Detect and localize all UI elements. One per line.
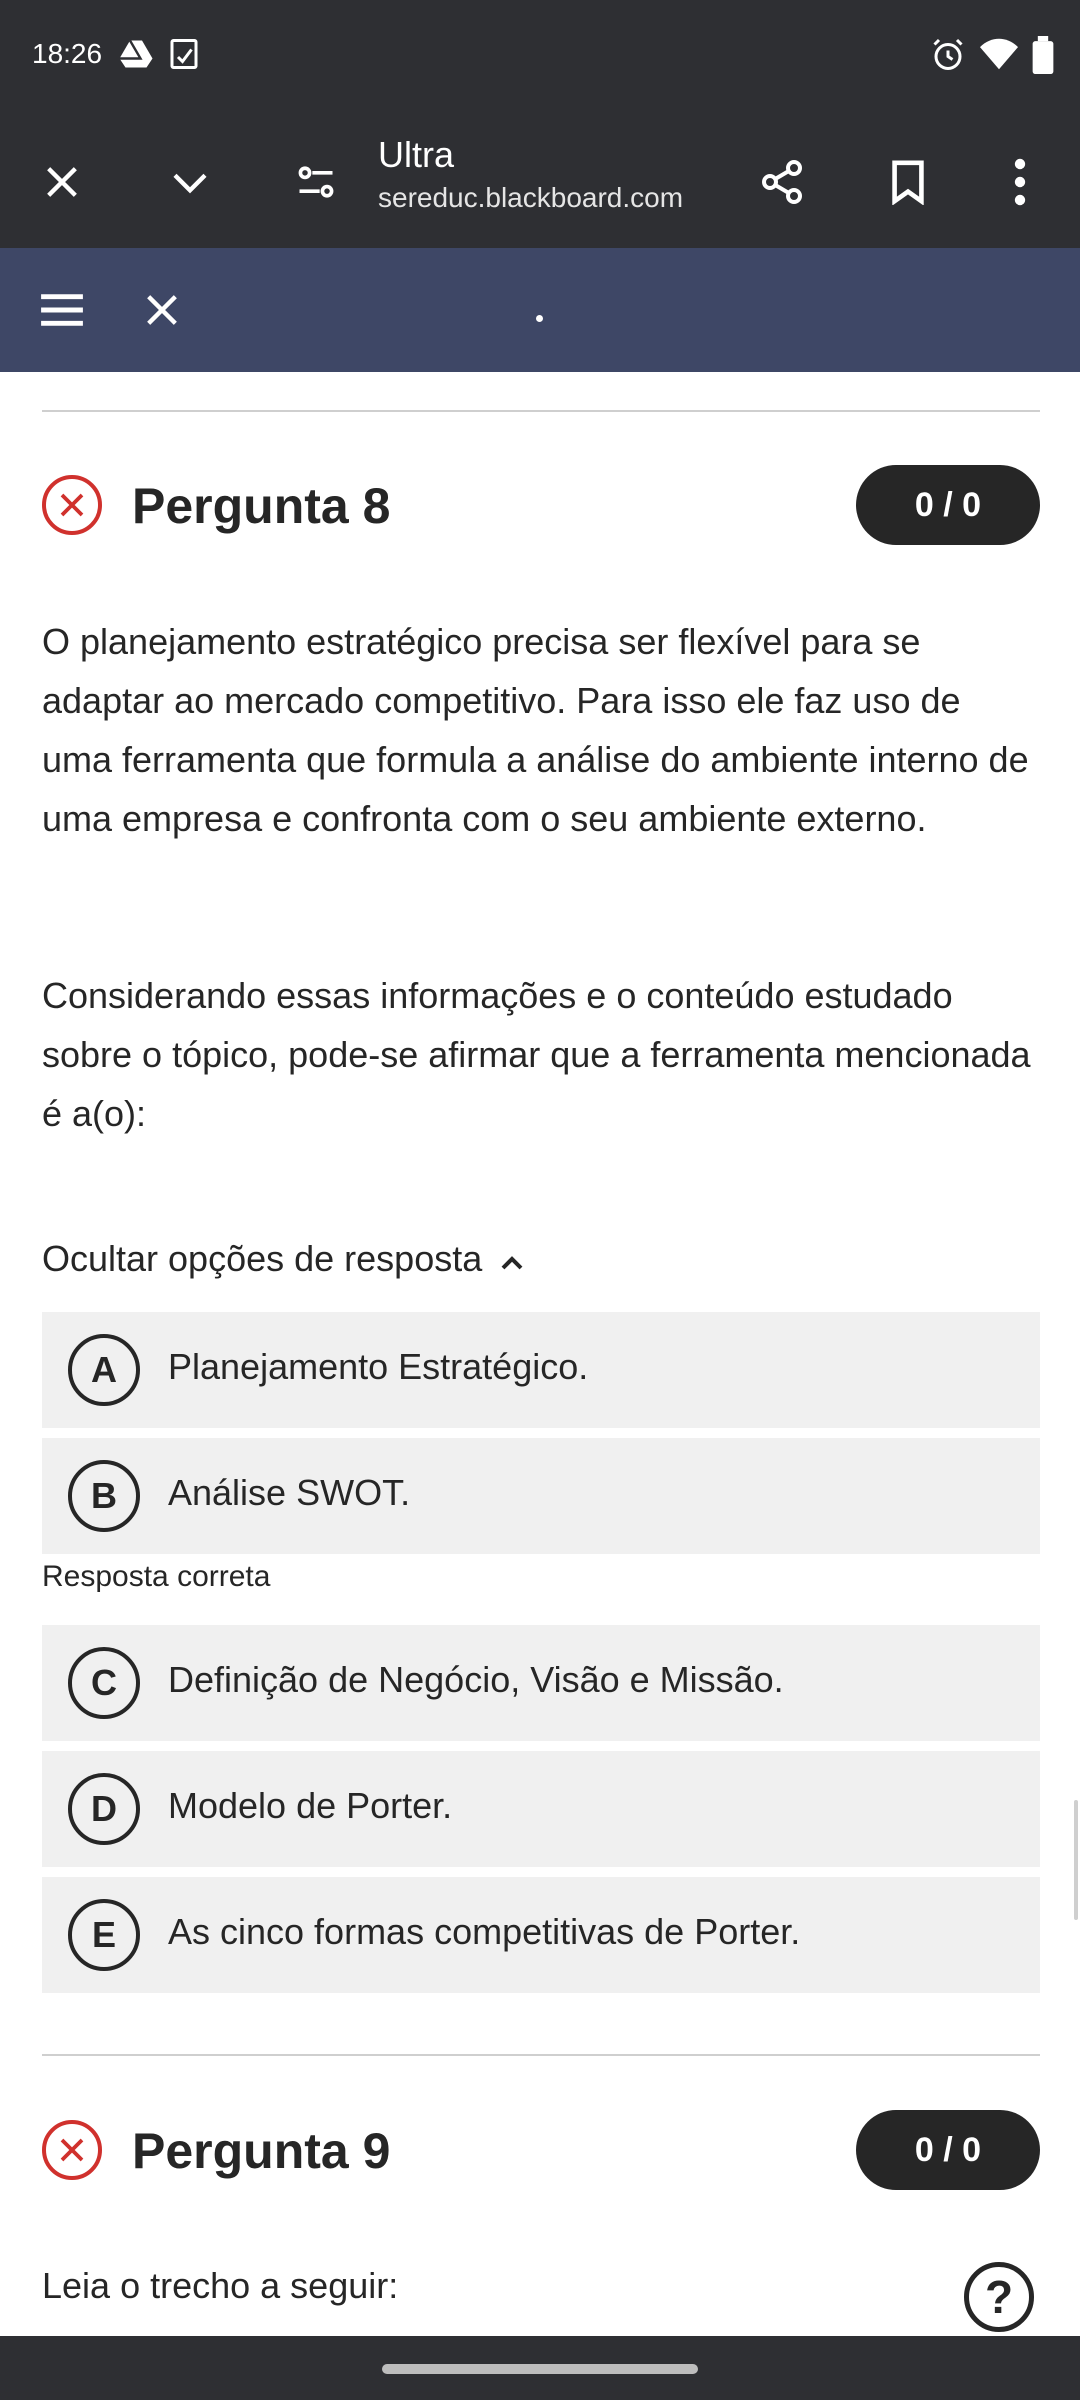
status-time: 18:26 xyxy=(32,38,103,69)
hide-options-toggle[interactable] xyxy=(42,1238,524,1280)
browser-toolbar xyxy=(0,116,1080,248)
question-title: Pergunta 8 xyxy=(132,478,391,534)
answer-option-a[interactable] xyxy=(42,1312,1040,1428)
option-letter: E xyxy=(68,1899,140,1971)
incorrect-icon xyxy=(42,475,102,535)
share-icon[interactable] xyxy=(750,150,814,214)
question-text: Leia o trecho a seguir: xyxy=(42,2265,399,2306)
answer-option-b[interactable] xyxy=(42,1438,1040,1554)
option-text: Análise SWOT. xyxy=(168,1472,411,1513)
chevron-down-icon[interactable] xyxy=(158,150,222,214)
bookmark-icon[interactable] xyxy=(876,150,940,214)
scrollbar[interactable] xyxy=(1074,1800,1078,1920)
option-text: Planejamento Estratégico. xyxy=(168,1346,589,1387)
gesture-handle[interactable] xyxy=(382,2364,698,2374)
menu-icon[interactable] xyxy=(30,278,94,342)
option-text: Definição de Negócio, Visão e Missão. xyxy=(168,1659,784,1700)
question-text: O planejamento estratégico precisa ser flexível para se adaptar ao mercado competitivo. Para isso ele faz uso de uma ferramenta que formula a análise do ambiente interno de uma empresa e confronta com o seu ambiente externo. xyxy=(42,621,1029,839)
option-letter: C xyxy=(68,1647,140,1719)
drive-icon xyxy=(118,36,154,77)
battery-icon xyxy=(1032,36,1054,79)
question-title: Pergunta 9 xyxy=(132,2123,391,2179)
score-badge: 0 / 0 xyxy=(856,465,1040,545)
question-prompt: Considerando essas informações e o conteúdo estudado sobre o tópico, pode-se afirmar que a ferramenta mencionada é a(o): xyxy=(42,975,1031,1134)
wifi-icon xyxy=(980,38,1018,77)
option-text: Modelo de Porter. xyxy=(168,1785,453,1826)
toggle-label: Ocultar opções de resposta xyxy=(42,1238,483,1279)
browser-title[interactable]: Ultra xyxy=(378,134,455,175)
more-options-icon[interactable] xyxy=(988,150,1052,214)
option-letter: D xyxy=(68,1773,140,1845)
receipt-icon xyxy=(166,36,202,77)
chevron-up-icon xyxy=(500,1238,524,1280)
option-letter: A xyxy=(68,1334,140,1406)
close-tab-icon[interactable] xyxy=(30,150,94,214)
divider xyxy=(42,2054,1040,2056)
divider xyxy=(42,410,1040,412)
help-icon[interactable]: ? xyxy=(964,2262,1034,2332)
option-text: As cinco formas competitivas de Porter. xyxy=(168,1911,801,1952)
site-settings-icon[interactable] xyxy=(284,150,348,214)
close-icon[interactable] xyxy=(130,278,194,342)
status-bar xyxy=(0,0,1080,116)
answer-option-c[interactable] xyxy=(42,1625,1040,1741)
option-letter: B xyxy=(68,1460,140,1532)
correct-answer-label: Resposta correta xyxy=(42,1560,271,1593)
answer-option-d[interactable] xyxy=(42,1751,1040,1867)
incorrect-icon xyxy=(42,2120,102,2180)
score-badge: 0 / 0 xyxy=(856,2110,1040,2190)
browser-url[interactable]: sereduc.blackboard.com xyxy=(378,182,684,213)
app-header xyxy=(0,248,1080,372)
header-dot xyxy=(536,315,543,322)
answer-option-e[interactable] xyxy=(42,1877,1040,1993)
alarm-icon xyxy=(930,37,966,78)
question-header xyxy=(42,465,1040,545)
question-header xyxy=(42,2110,1040,2190)
